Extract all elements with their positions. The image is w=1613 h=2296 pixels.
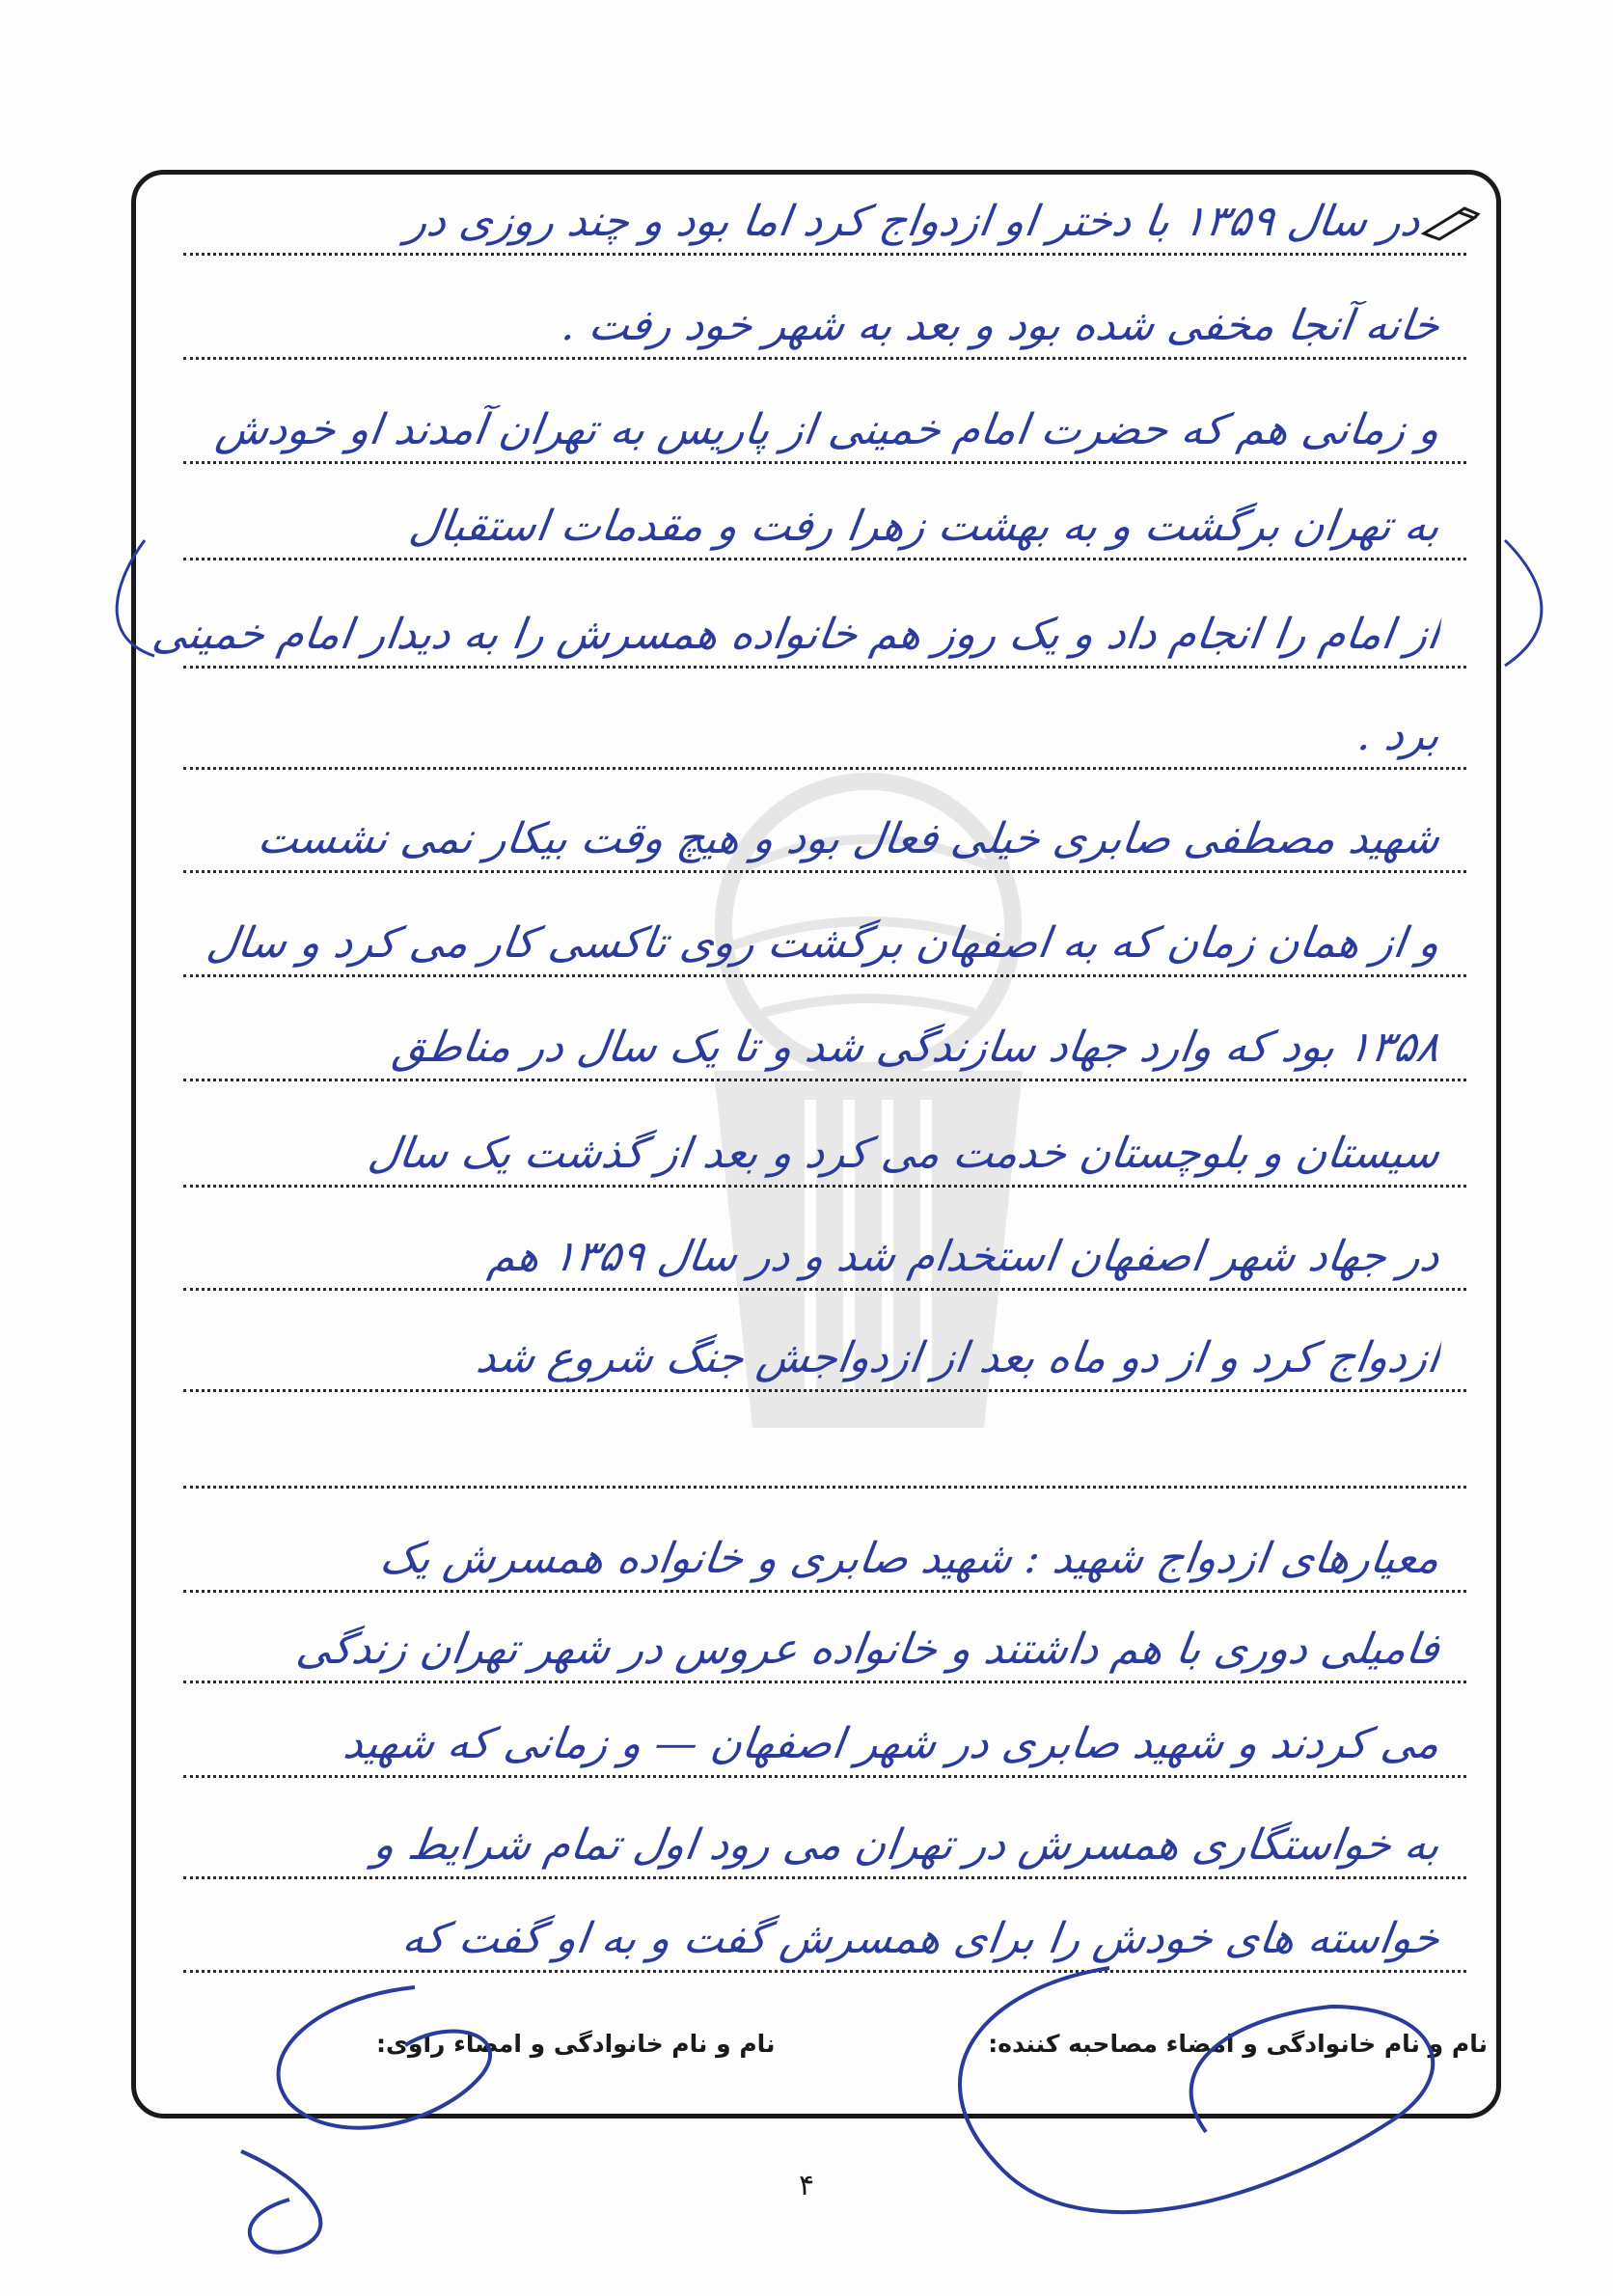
ruled-line xyxy=(183,357,1466,360)
handwritten-line: شهید مصطفی صابری خیلی فعال بود و هیچ وقت بیکار نمی نشست xyxy=(255,814,1443,863)
ruled-line xyxy=(183,1775,1466,1778)
handwritten-line: و زمانی هم که حضرت امام خمینی از پاریس به تهران آمدند او خودش xyxy=(212,405,1443,454)
handwritten-line: ازدواج کرد و از دو ماه بعد از ازدواجش جنگ شروع شد xyxy=(473,1333,1443,1382)
handwritten-line: می کردند و شهید صابری در شهر اصفهان — و زمانی که شهید xyxy=(341,1719,1443,1768)
handwritten-line: ۱۳۵۸ بود که وارد جهاد سازندگی شد و تا یک سال در مناطق xyxy=(390,1023,1443,1072)
ruled-line xyxy=(183,1876,1466,1879)
narrator-signature-label: نام و نام خانوادگی و امضاء راوی: xyxy=(376,2030,776,2058)
ruled-line xyxy=(183,253,1466,256)
ruled-line xyxy=(183,1288,1466,1291)
ruled-line xyxy=(183,1970,1466,1973)
ruled-line xyxy=(183,558,1466,560)
handwritten-line: و از همان زمان که به اصفهان برگشت روی تاکسی کار می کرد و سال xyxy=(204,918,1443,968)
ruled-line xyxy=(183,974,1466,977)
handwritten-line: خواسته های خودش را برای همسرش گفت و به او گفت که xyxy=(398,1914,1443,1963)
ruled-line xyxy=(183,1486,1466,1489)
handwritten-line: به خواستگاری همسرش در تهران می رود اول تمام شرایط و xyxy=(370,1820,1443,1870)
ruled-line xyxy=(183,1389,1466,1392)
handwritten-line: از امام را انجام داد و یک روز هم خانواده همسرش را به دیدار امام خمینی xyxy=(149,610,1443,659)
handwritten-line: معیارهای ازدواج شهید : شهید صابری و خانواده همسرش یک xyxy=(377,1534,1443,1583)
signature-footer xyxy=(183,2030,1495,2058)
handwritten-line: برد . xyxy=(1354,711,1443,760)
ruled-line xyxy=(183,666,1466,669)
handwritten-line: خانه آنجا مخفی شده بود و بعد به شهر خود رفت . xyxy=(559,301,1443,350)
interviewer-signature-label: نام و نام خانوادگی و امضاء مصاحبه کننده: xyxy=(988,2030,1488,2058)
ruled-line xyxy=(183,1079,1466,1081)
handwritten-line: در جهاد شهر اصفهان استخدام شد و در سال ۱۳۵۹ هم xyxy=(485,1232,1443,1281)
handwritten-line: فامیلی دوری با هم داشتند و خانواده عروس در شهر تهران زندگی xyxy=(293,1625,1443,1674)
handwritten-line: در سال ۱۳۵۹ با دختر او ازدواج کرد اما بود و چند روزی در xyxy=(403,197,1424,246)
pen-icon xyxy=(1420,205,1482,243)
page-number: ۴ xyxy=(798,2169,815,2202)
ruled-line xyxy=(183,461,1466,464)
ruled-line xyxy=(183,1590,1466,1593)
ruled-line xyxy=(183,1185,1466,1188)
handwritten-line: سیستان و بلوچستان خدمت می کرد و بعد از گذشت یک سال xyxy=(365,1129,1443,1178)
ruled-line xyxy=(183,1681,1466,1683)
ruled-line xyxy=(183,870,1466,873)
handwritten-line: به تهران برگشت و به بهشت زهرا رفت و مقدمات استقبال xyxy=(406,502,1443,551)
ruled-line xyxy=(183,767,1466,770)
